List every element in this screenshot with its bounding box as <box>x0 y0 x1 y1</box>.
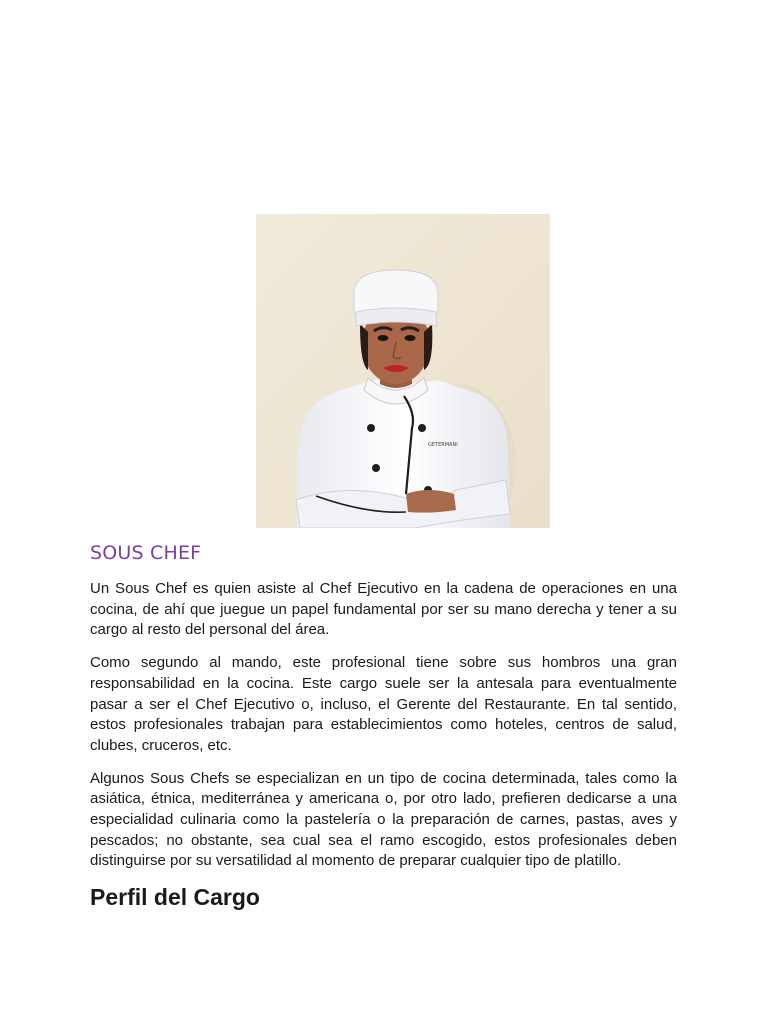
article-body <box>90 579 677 884</box>
chef-photo-illustration <box>256 214 550 528</box>
paragraph: Como segundo al mando, este profesional tiene sobre sus hombros una gran responsabilidad en la cocina. Este cargo suele ser la antesala para eventualmente pasar a ser el Chef Ejecutivo o, incluso, el Gerente del Restaurante. En tal sentido, estos profesionales trabajan para establecimientos como hoteles, centros de salud, clubes, cruceros, etc. <box>90 654 677 754</box>
section-title: SOUS CHEF <box>90 542 202 564</box>
paragraph: Un Sous Chef es quien asiste al Chef Ejecutivo en la cadena de operaciones en una cocina, de ahí que juegue un papel fundamental por ser su mano derecha y tener a su cargo al resto del personal del área. <box>90 580 677 639</box>
paragraph: Algunos Sous Chefs se especializan en un tipo de cocina determinada, tales como la asiática, étnica, mediterránea y americana o, por otro lado, prefieren dedicarse a una especialidad culinaria como la pastelería o la preparación de carnes, pastas, aves y pescados; no obstante, sea cual sea el ramo escogido, estos profesionales deben distinguirse por su versatilidad al momento de preparar cualquier tipo de platillo. <box>90 769 677 870</box>
chef-photo <box>256 214 550 528</box>
svg-text:GETERMANI: GETERMANI <box>428 442 458 448</box>
subheading: Perfil del Cargo <box>90 884 260 910</box>
